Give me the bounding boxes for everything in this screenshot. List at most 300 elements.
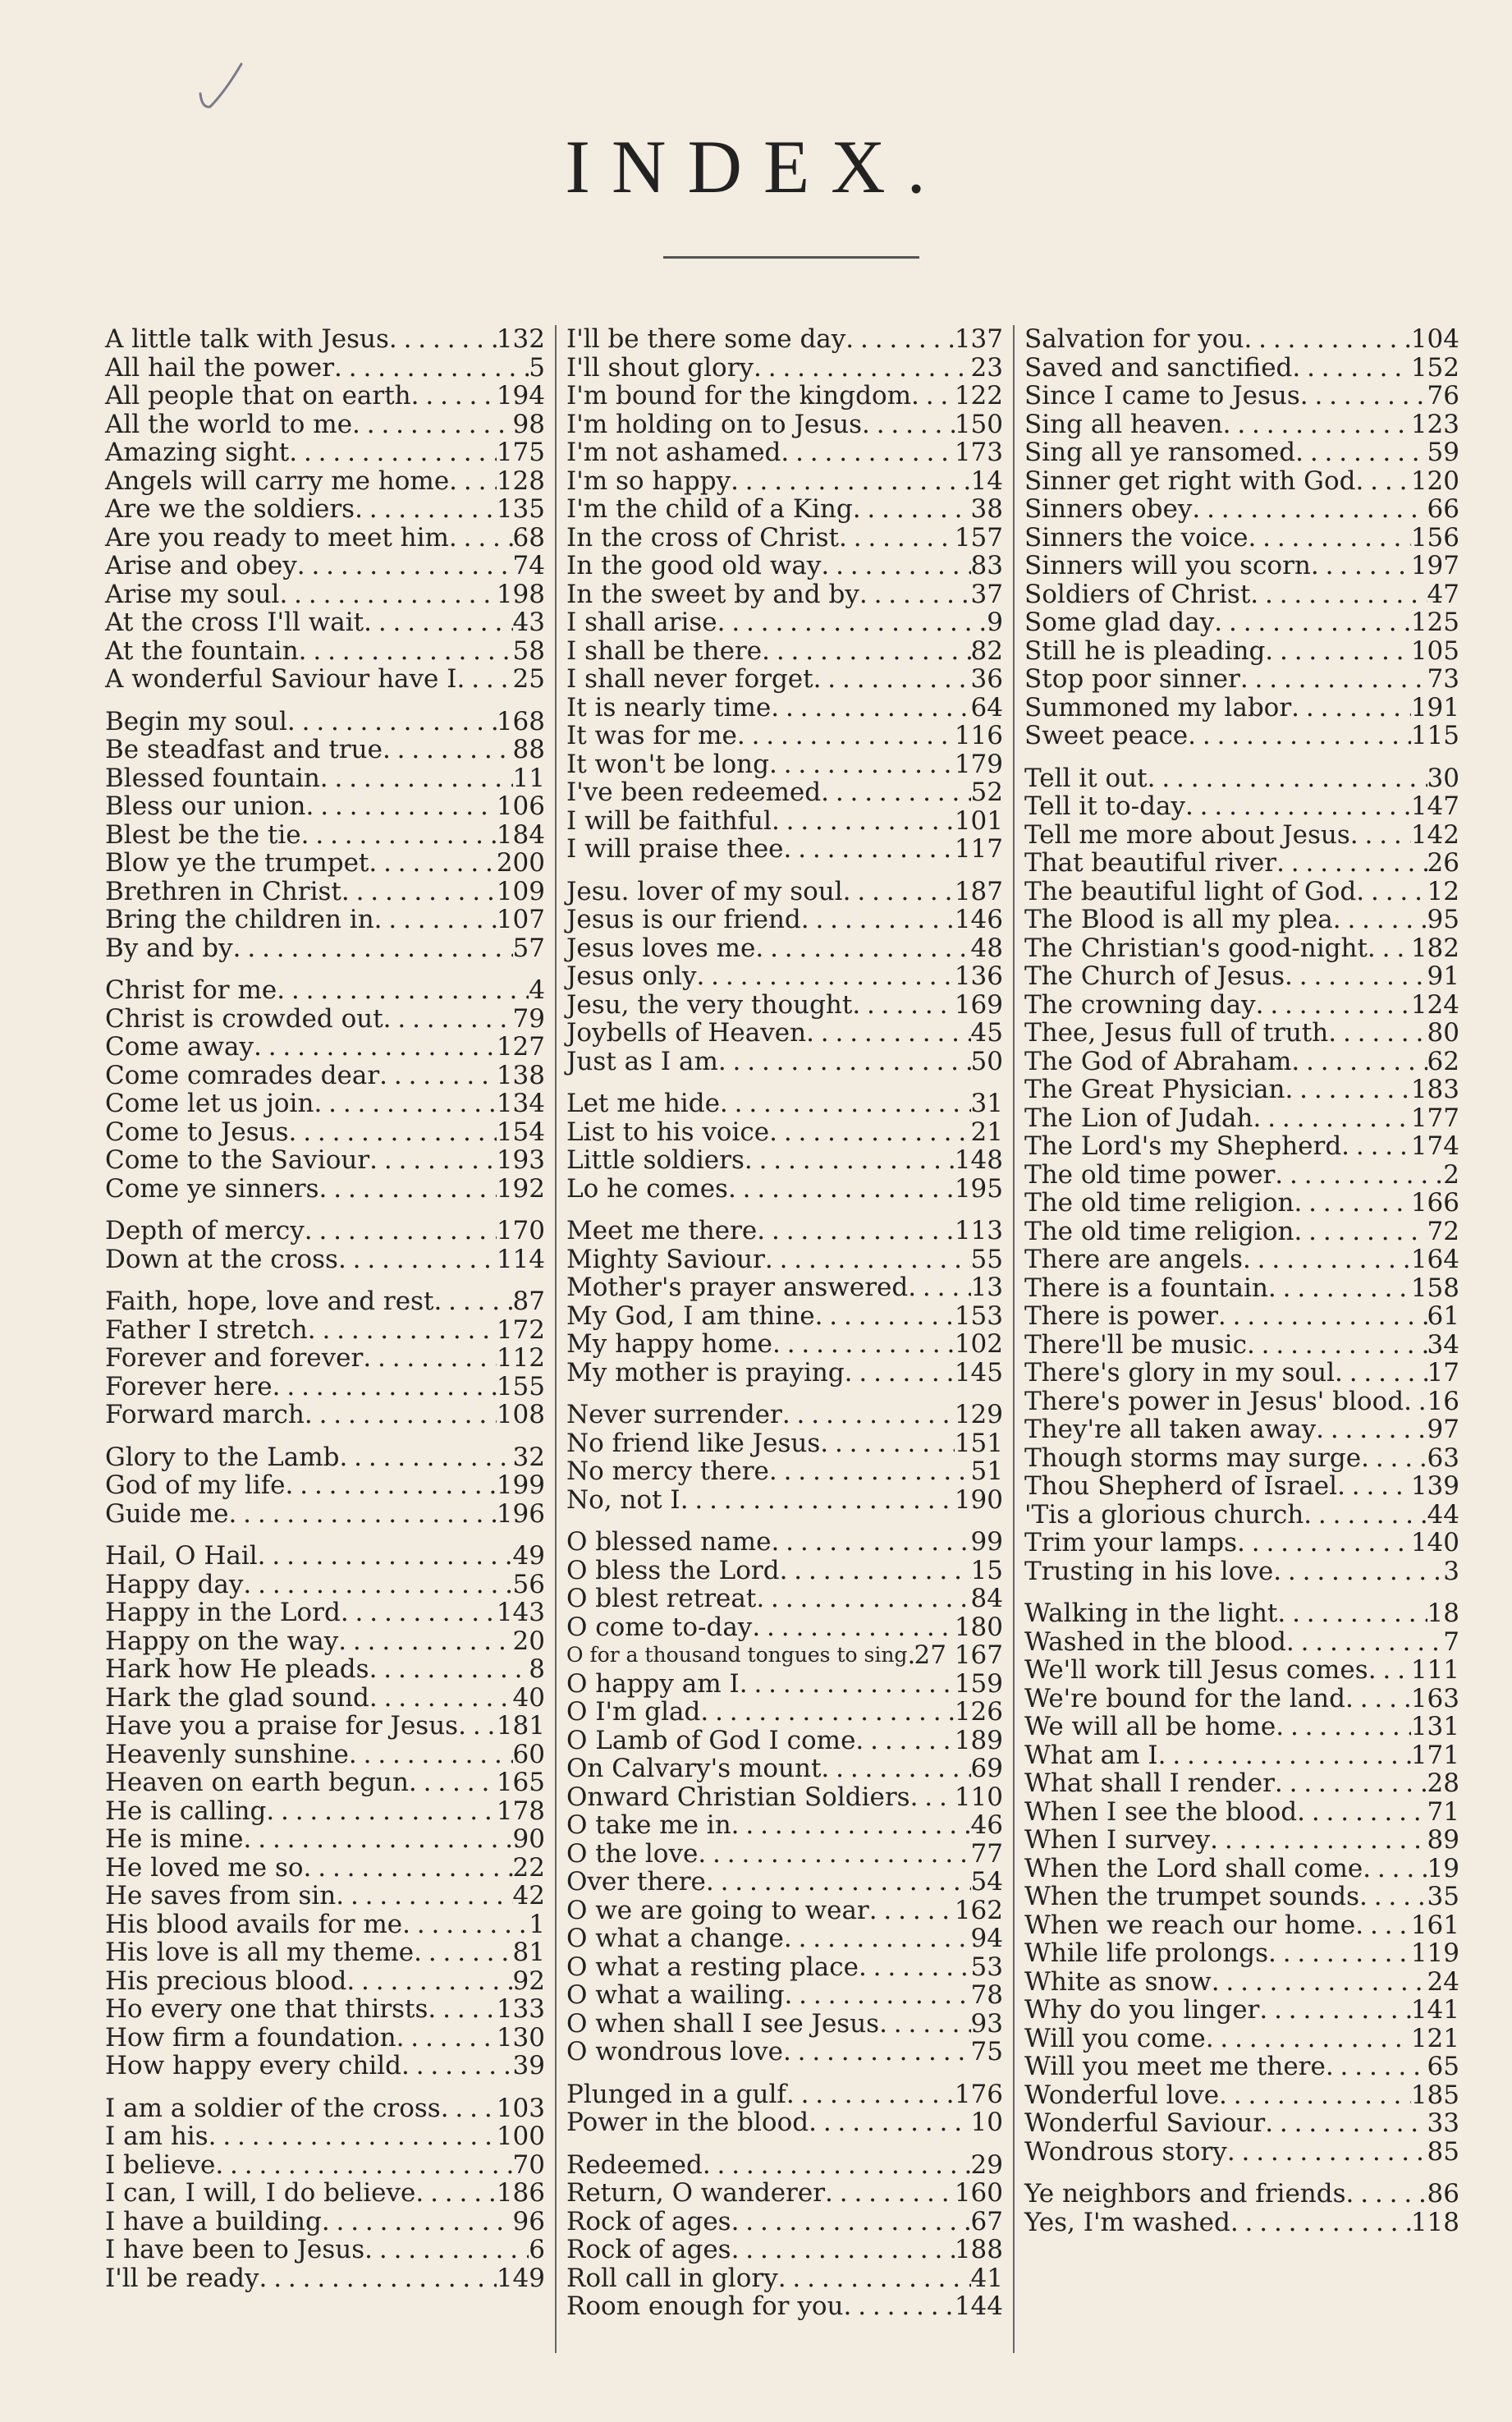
hymn-title: Come to the Saviour <box>105 1145 370 1175</box>
page-number: 155 <box>496 1371 545 1401</box>
dot-leader <box>338 1245 497 1274</box>
hymn-title: Sinners the voice <box>1024 522 1249 553</box>
hymn-title: All hail the power <box>105 352 335 383</box>
dot-leader <box>820 1429 955 1458</box>
dot-leader <box>1297 1798 1427 1827</box>
hymn-title: Hark how He pleads <box>105 1654 369 1684</box>
index-entry <box>566 467 1003 496</box>
dot-leader <box>806 1019 970 1048</box>
section-gap <box>566 1203 1003 1217</box>
dot-leader <box>706 1868 971 1897</box>
page-number: 168 <box>496 706 545 736</box>
hymn-title: I'm so happy <box>566 466 731 496</box>
index-entry <box>566 991 1003 1020</box>
hymn-title: I'll be ready <box>105 2263 259 2293</box>
index-entry <box>566 665 1003 694</box>
page-number: 96 <box>512 2206 545 2236</box>
page-number: 1 <box>529 1909 545 1939</box>
index-entry <box>566 1585 1003 1613</box>
index-entry <box>105 411 545 439</box>
index-entry <box>105 1089 545 1118</box>
hymn-title: Lo he comes <box>566 1173 728 1204</box>
index-entry <box>566 608 1003 637</box>
hymn-title: The old time power <box>1024 1159 1276 1190</box>
page-number: 72 <box>1427 1216 1459 1246</box>
hymn-title: Sing all heaven <box>1024 409 1223 439</box>
dot-leader <box>428 1995 496 2024</box>
page-number: 69 <box>970 1754 1003 1783</box>
dot-leader <box>308 1316 497 1345</box>
page-number: 93 <box>970 2008 1003 2039</box>
page-number: 165 <box>496 1768 545 1797</box>
hymn-title: O take me in <box>566 1810 731 1840</box>
dot-leader <box>809 2108 970 2137</box>
index-entry <box>105 1882 545 1911</box>
index-entry <box>105 354 545 383</box>
index-column-1 <box>105 325 545 2292</box>
page-number: 47 <box>1427 579 1459 609</box>
hymn-title: I'm bound for the kingdom <box>566 381 911 411</box>
index-entry <box>1024 1019 1459 1048</box>
hymn-title: O bless the Lord <box>566 1555 780 1585</box>
index-entry <box>1024 849 1459 878</box>
index-entry <box>105 1797 545 1826</box>
index-entry <box>1024 1331 1459 1360</box>
hymn-title: He is mine <box>105 1824 244 1854</box>
dot-leader <box>771 694 970 722</box>
dot-leader <box>1300 382 1427 411</box>
dot-leader <box>853 495 971 524</box>
hymn-title: We will all be home <box>1024 1712 1276 1741</box>
index-entry <box>1024 694 1459 722</box>
dot-leader <box>852 991 954 1020</box>
index-entry <box>105 608 545 637</box>
index-entry <box>105 736 545 764</box>
column-divider <box>1013 325 1015 2353</box>
index-entry <box>1024 722 1459 750</box>
page-number: 113 <box>954 1216 1003 1245</box>
index-entry <box>105 2151 545 2180</box>
dot-leader <box>843 2292 954 2321</box>
page-number: 89 <box>1427 1825 1459 1855</box>
page-number: 139 <box>1410 1471 1459 1501</box>
dot-leader <box>228 1500 496 1529</box>
dot-leader <box>1253 1104 1411 1133</box>
index-entry <box>566 1897 1003 1925</box>
hymn-title: It was for me <box>566 721 737 750</box>
dot-leader <box>304 1854 513 1883</box>
page-number: 119 <box>1410 1938 1459 1968</box>
hymn-title: All the world to me <box>105 409 353 439</box>
index-entry <box>566 411 1003 439</box>
dot-leader <box>1311 552 1411 580</box>
page-number: 21 <box>970 1117 1003 1147</box>
dot-leader <box>745 1146 955 1175</box>
hymn-title: I shall never forget <box>566 664 813 694</box>
page-number: 188 <box>954 2235 1003 2264</box>
page-number: 162 <box>954 1895 1003 1925</box>
hymn-title: There's power in Jesus' blood <box>1024 1386 1404 1416</box>
page-number: 59 <box>1427 438 1459 467</box>
index-entry <box>566 2108 1003 2137</box>
dot-leader <box>869 1897 955 1925</box>
hymn-title: When we reach our home <box>1024 1910 1356 1940</box>
index-entry <box>566 580 1003 609</box>
page-number: 32 <box>512 1442 545 1472</box>
hymn-title: No, not I <box>566 1484 680 1515</box>
dot-leader <box>383 1005 513 1034</box>
index-entry <box>105 1373 545 1401</box>
dot-leader <box>769 1457 971 1486</box>
index-entry <box>105 878 545 906</box>
section-gap <box>105 1429 545 1443</box>
index-entry <box>105 2236 545 2264</box>
hymn-title: Redeemed <box>566 2149 703 2180</box>
page-number: 37 <box>970 579 1003 609</box>
index-entry <box>566 438 1003 467</box>
page-number: 62 <box>1427 1046 1459 1076</box>
dot-leader <box>845 325 955 354</box>
dot-leader <box>449 467 497 496</box>
dot-leader <box>731 1811 971 1840</box>
dot-leader <box>411 382 497 411</box>
index-entry <box>1024 962 1459 991</box>
dot-leader <box>215 2151 512 2180</box>
page-title: INDEX. <box>565 125 947 209</box>
page-number: 35 <box>1427 1882 1459 1911</box>
dot-leader <box>859 1953 971 1982</box>
page-number: 8 <box>529 1654 545 1684</box>
page-number: 76 <box>1427 381 1459 411</box>
dot-leader <box>1337 1472 1411 1501</box>
dot-leader <box>1268 1274 1411 1303</box>
page-number: 26 <box>1427 848 1459 878</box>
page-number: 194 <box>496 381 545 411</box>
hymn-title: Forward march <box>105 1400 305 1429</box>
index-entry <box>566 1924 1003 1953</box>
page-number: 124 <box>1410 989 1459 1020</box>
dot-leader <box>433 1287 512 1316</box>
index-entry <box>566 1486 1003 1515</box>
hymn-title: There is power <box>1024 1301 1218 1331</box>
hymn-title: He is calling <box>105 1796 267 1826</box>
index-entry <box>566 552 1003 580</box>
index-entry <box>566 1670 1003 1699</box>
index-entry <box>566 382 1003 411</box>
index-entry <box>566 2236 1003 2264</box>
dot-leader <box>911 382 955 411</box>
index-entry <box>1024 2025 1459 2053</box>
hymn-title: Jesu, the very thought <box>566 989 853 1020</box>
page-number: 173 <box>954 438 1003 467</box>
page-number: 114 <box>496 1244 545 1274</box>
page-number: 184 <box>496 819 545 850</box>
hymn-title: Forever and forever <box>105 1343 364 1373</box>
index-entry <box>1024 325 1459 354</box>
page-number: 127 <box>496 1032 545 1062</box>
section-gap <box>105 962 545 976</box>
dot-leader <box>1185 792 1411 821</box>
dot-leader <box>322 2208 513 2236</box>
dot-leader <box>1275 1161 1443 1190</box>
hymn-title: Depth of mercy <box>105 1216 305 1245</box>
dot-leader <box>1188 722 1411 750</box>
section-gap <box>566 864 1003 878</box>
hymn-title: Glory to the Lamb <box>105 1442 340 1472</box>
page-number: 95 <box>1427 905 1459 934</box>
dot-leader <box>305 1401 497 1429</box>
hymn-title: In the good old way <box>566 551 822 580</box>
section-gap <box>105 2080 545 2094</box>
dot-leader <box>696 962 954 991</box>
index-entry <box>1024 2081 1459 2110</box>
dot-leader <box>401 2052 513 2080</box>
hymn-title: O happy am I <box>566 1668 740 1699</box>
hymn-title: There'll be music <box>1024 1329 1247 1360</box>
dot-leader <box>369 849 496 878</box>
hymn-title: No friend like Jesus <box>566 1428 821 1458</box>
hymn-title: Bring the children in <box>105 905 374 934</box>
page-number: 77 <box>970 1838 1003 1869</box>
index-entry <box>105 1627 545 1656</box>
page-number: 129 <box>954 1400 1003 1429</box>
index-entry <box>1024 1741 1459 1770</box>
page-number: 126 <box>954 1697 1003 1727</box>
hymn-title: Sinner get right with God <box>1024 466 1356 496</box>
hymn-title: There's glory in my soul <box>1024 1358 1335 1388</box>
dot-leader <box>1148 764 1427 793</box>
page-number: 146 <box>954 905 1003 934</box>
dot-leader <box>771 1528 970 1557</box>
page-number: 200 <box>496 848 545 878</box>
hymn-title: What shall I render <box>1024 1768 1275 1798</box>
dot-leader <box>1286 1628 1443 1657</box>
hymn-title: Tell it to-day <box>1024 791 1185 821</box>
index-entry <box>566 1217 1003 1245</box>
hymn-title: My mother is praying <box>566 1357 845 1388</box>
dot-leader <box>1237 1529 1411 1557</box>
dot-leader <box>1268 1939 1411 1968</box>
index-entry <box>105 849 545 878</box>
page-number: 118 <box>1410 2207 1459 2237</box>
column-divider <box>555 325 557 2353</box>
page-number: 80 <box>1427 1018 1459 1048</box>
hymn-title: Some glad day <box>1024 608 1215 637</box>
index-entry <box>1024 1444 1459 1473</box>
hymn-title: O we are going to wear <box>566 1895 869 1925</box>
dot-leader <box>1294 1189 1410 1218</box>
page-number: 181 <box>496 1711 545 1741</box>
hymn-title: I am a soldier of the cross <box>105 2093 441 2123</box>
hymn-title: Thou Shepherd of Israel <box>1024 1471 1338 1501</box>
dot-leader <box>784 1981 970 2010</box>
index-entry <box>566 2010 1003 2039</box>
page-number: 86 <box>1427 2179 1459 2209</box>
index-entry <box>566 1245 1003 1274</box>
page-number: 55 <box>970 1244 1003 1274</box>
dot-leader <box>780 1557 971 1585</box>
hymn-title: Christ for me <box>105 975 277 1005</box>
page-number: 171 <box>1410 1740 1459 1770</box>
dot-leader <box>1214 608 1411 637</box>
page-number: 6 <box>529 2235 545 2264</box>
hymn-title: Washed in the blood <box>1024 1626 1286 1657</box>
dot-leader <box>1276 849 1427 878</box>
dot-leader <box>364 2236 529 2264</box>
hymn-title: Come comrades dear <box>105 1060 380 1090</box>
page-number: 170 <box>496 1216 545 1245</box>
hymn-title: Roll call in glory <box>566 2263 778 2293</box>
hymn-title: Be steadfast and true <box>105 735 383 764</box>
section-gap <box>105 694 545 708</box>
page-number: 163 <box>1410 1683 1459 1713</box>
hymn-title: Happy day <box>105 1569 244 1599</box>
index-entry <box>105 1741 545 1769</box>
section-gap <box>1024 2166 1459 2180</box>
index-entry <box>566 325 1003 354</box>
index-entry <box>105 2094 545 2123</box>
hymn-title: Tell it out <box>1024 763 1148 793</box>
dot-leader <box>845 1359 955 1388</box>
page-number: 66 <box>1427 494 1459 524</box>
page-number: 154 <box>496 1117 545 1147</box>
dot-leader <box>717 608 987 637</box>
index-entry <box>566 1641 1003 1670</box>
page-number: 148 <box>954 1145 1003 1175</box>
hymn-title: Guide me <box>105 1498 229 1529</box>
page-number: 109 <box>496 876 545 906</box>
hymn-title: There is a fountain <box>1024 1273 1268 1303</box>
hymn-title: Never surrender <box>566 1400 782 1429</box>
hymn-title: When the Lord shall come <box>1024 1853 1363 1883</box>
page-number: 40 <box>512 1682 545 1713</box>
dot-leader <box>813 665 971 694</box>
dot-leader <box>772 807 955 836</box>
page-number: 128 <box>496 466 545 496</box>
page-number: 99 <box>970 1527 1003 1557</box>
hymn-title: Amazing sight <box>105 438 290 467</box>
dot-leader <box>821 552 970 580</box>
index-entry <box>1024 1685 1459 1713</box>
hymn-title: Mighty Saviour <box>566 1244 765 1274</box>
dot-leader <box>728 1175 955 1204</box>
dot-leader <box>698 1840 970 1869</box>
dot-leader <box>369 1684 513 1713</box>
hymn-title: Happy in the Lord <box>105 1598 341 1627</box>
page-number: 143 <box>496 1598 545 1627</box>
hymn-title: Over there <box>566 1867 706 1897</box>
hymn-title: His precious blood <box>105 1966 347 1996</box>
index-entry <box>1024 665 1459 694</box>
page-number: 3 <box>1443 1556 1459 1586</box>
dot-leader <box>1206 2025 1411 2053</box>
page-number: 125 <box>1410 608 1459 637</box>
hymn-title: Angels will carry me home <box>105 466 450 496</box>
hymn-title: Stop poor sinner <box>1024 664 1240 694</box>
page-number: 112 <box>496 1343 545 1373</box>
index-entry <box>1024 1557 1459 1586</box>
hymn-title: Let me hide <box>566 1089 720 1118</box>
dot-leader <box>449 524 513 553</box>
dot-leader <box>336 1882 512 1911</box>
index-entry <box>566 2179 1003 2208</box>
index-entry <box>566 1953 1003 1982</box>
index-entry <box>566 835 1003 864</box>
index-entry <box>1024 1656 1459 1685</box>
index-entry <box>566 1698 1003 1727</box>
page-number: 91 <box>1427 961 1459 991</box>
page-number: 122 <box>954 381 1003 411</box>
page-number: 38 <box>970 494 1003 524</box>
hymn-title: Sinners obey <box>1024 494 1193 524</box>
page-number: 117 <box>954 834 1003 864</box>
index-entry <box>1024 1388 1459 1416</box>
index-entry <box>1024 2138 1459 2167</box>
page-number: 44 <box>1427 1499 1459 1530</box>
index-entry <box>1024 354 1459 383</box>
hymn-title: Soldiers of Christ <box>1024 579 1251 609</box>
hymn-title: Why do you linger <box>1024 1995 1260 2025</box>
index-entry <box>105 580 545 609</box>
dot-leader <box>737 722 955 750</box>
page-number: 16 <box>1427 1386 1459 1416</box>
index-entry <box>105 1571 545 1599</box>
index-entry <box>1024 438 1459 467</box>
hymn-title: Wonderful Saviour <box>1024 2108 1266 2138</box>
hymn-title: I have a building <box>105 2206 322 2236</box>
dot-leader <box>208 2122 497 2151</box>
dot-leader <box>756 1585 970 1613</box>
dot-leader <box>402 1911 529 1939</box>
index-entry <box>105 1911 545 1939</box>
dot-leader <box>334 354 529 383</box>
hymn-title: Hark the glad sound <box>105 1682 369 1713</box>
dot-leader <box>778 2264 971 2293</box>
dot-leader <box>364 608 512 637</box>
index-entry <box>566 1613 1003 1642</box>
index-entry <box>105 792 545 821</box>
index-entry <box>566 2208 1003 2236</box>
dot-leader <box>703 2151 971 2180</box>
page-number: 107 <box>496 905 545 934</box>
index-entry <box>566 2292 1003 2321</box>
hymn-title: I'm holding on to Jesus <box>566 409 862 439</box>
page-number: 82 <box>970 635 1003 666</box>
index-entry <box>1024 1218 1459 1246</box>
index-entry <box>105 1217 545 1245</box>
index-entry <box>105 1033 545 1062</box>
page-number: 185 <box>1410 2080 1459 2110</box>
hymn-title: Arise and obey <box>105 551 297 580</box>
page-number: 58 <box>512 635 545 666</box>
index-entry <box>105 1146 545 1175</box>
dot-leader <box>1273 1557 1443 1586</box>
dot-leader <box>458 1712 497 1741</box>
hymn-title: It is nearly time <box>566 692 772 722</box>
index-entry <box>566 1811 1003 1840</box>
index-entry <box>1024 524 1459 553</box>
dot-leader <box>396 2024 497 2053</box>
hymn-title: Come away <box>105 1032 254 1062</box>
dot-leader <box>1219 2081 1411 2110</box>
index-entry <box>105 1118 545 1147</box>
dot-leader <box>1335 1359 1427 1388</box>
index-entry <box>105 2179 545 2208</box>
hymn-title: The crowning day <box>1024 989 1256 1020</box>
hymn-title: White as snow <box>1024 1966 1212 1997</box>
hymn-title: Ho every one that thirsts <box>105 1994 428 2024</box>
index-entry <box>566 778 1003 807</box>
